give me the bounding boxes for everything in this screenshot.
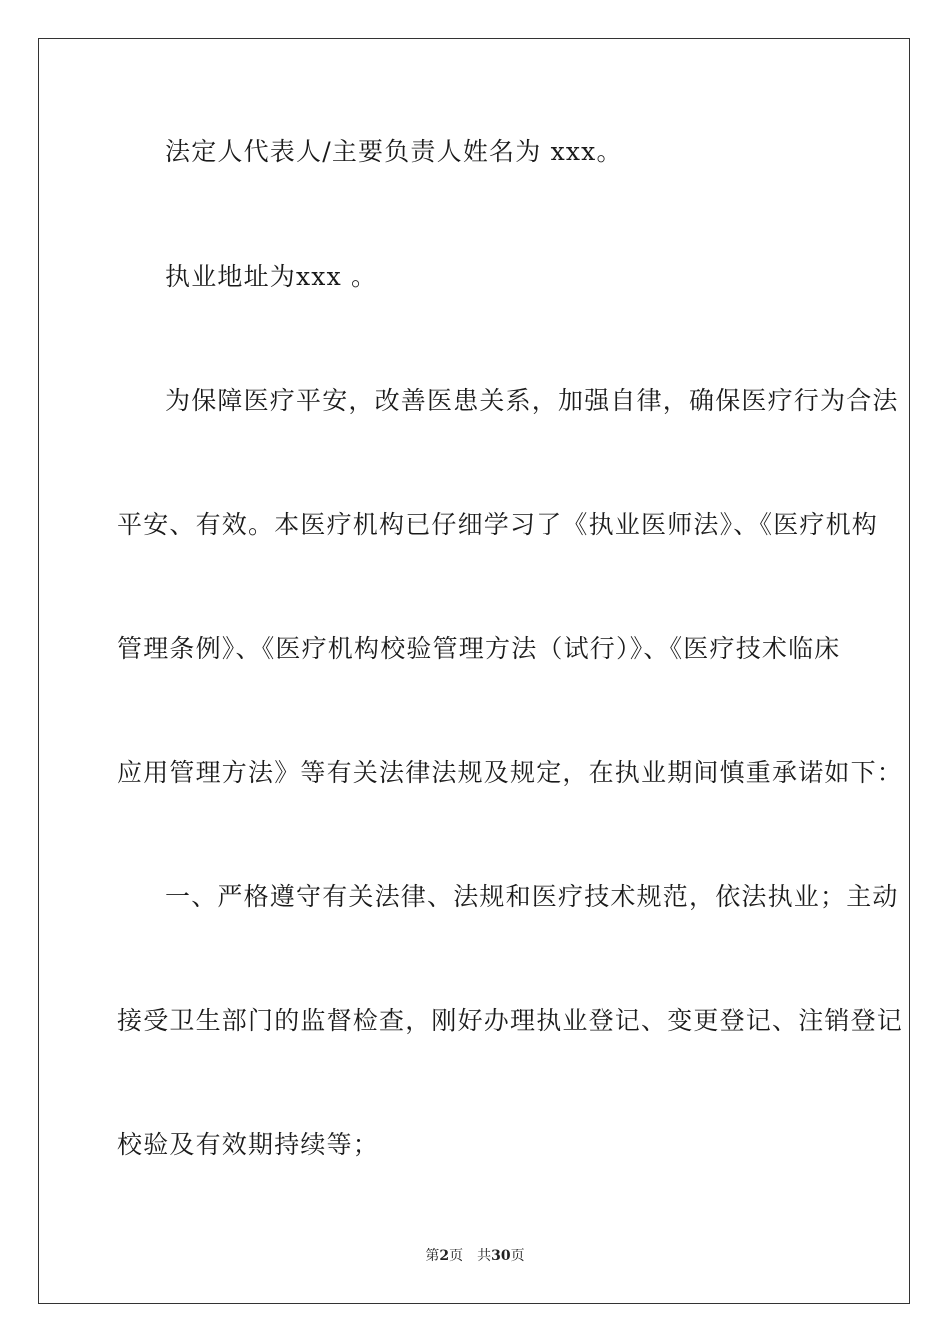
text-line-8: 接受卫生部门的监督检查，刚好办理执业登记、变更登记、注销登记 [117, 1006, 904, 1035]
page-prefix: 第 [425, 1248, 440, 1264]
page-suffix: 页 [449, 1248, 464, 1264]
text-line-7: 一、严格遵守有关法律、法规和医疗技术规范，依法执业；主动 [165, 882, 899, 911]
text-line-2: 执业地址为xxx 。 [165, 262, 378, 291]
text-line-3: 为保障医疗平安，改善医患关系，加强自律，确保医疗行为合法 [165, 386, 899, 415]
current-page-number: 2 [439, 1248, 450, 1264]
total-suffix: 页 [510, 1248, 525, 1264]
text-line-1: 法定人代表人/主要负责人姓名为 xxx。 [165, 137, 623, 166]
text-line-5: 管理条例》、《医疗机构校验管理方法（试行）》、《医疗技术临床 [117, 634, 841, 663]
text-line-4: 平安、有效。本医疗机构已仔细学习了《执业医师法》、《医疗机构 [117, 510, 879, 539]
page-footer [0, 1247, 950, 1265]
total-prefix: 共 [477, 1248, 492, 1264]
text-line-9: 校验及有效期持续等； [117, 1130, 380, 1159]
text-line-6: 应用管理方法》等有关法律法规及规定，在执业期间慎重承诺如下： [117, 758, 904, 787]
total-page-count: 30 [491, 1248, 511, 1264]
page-border [38, 38, 910, 1304]
